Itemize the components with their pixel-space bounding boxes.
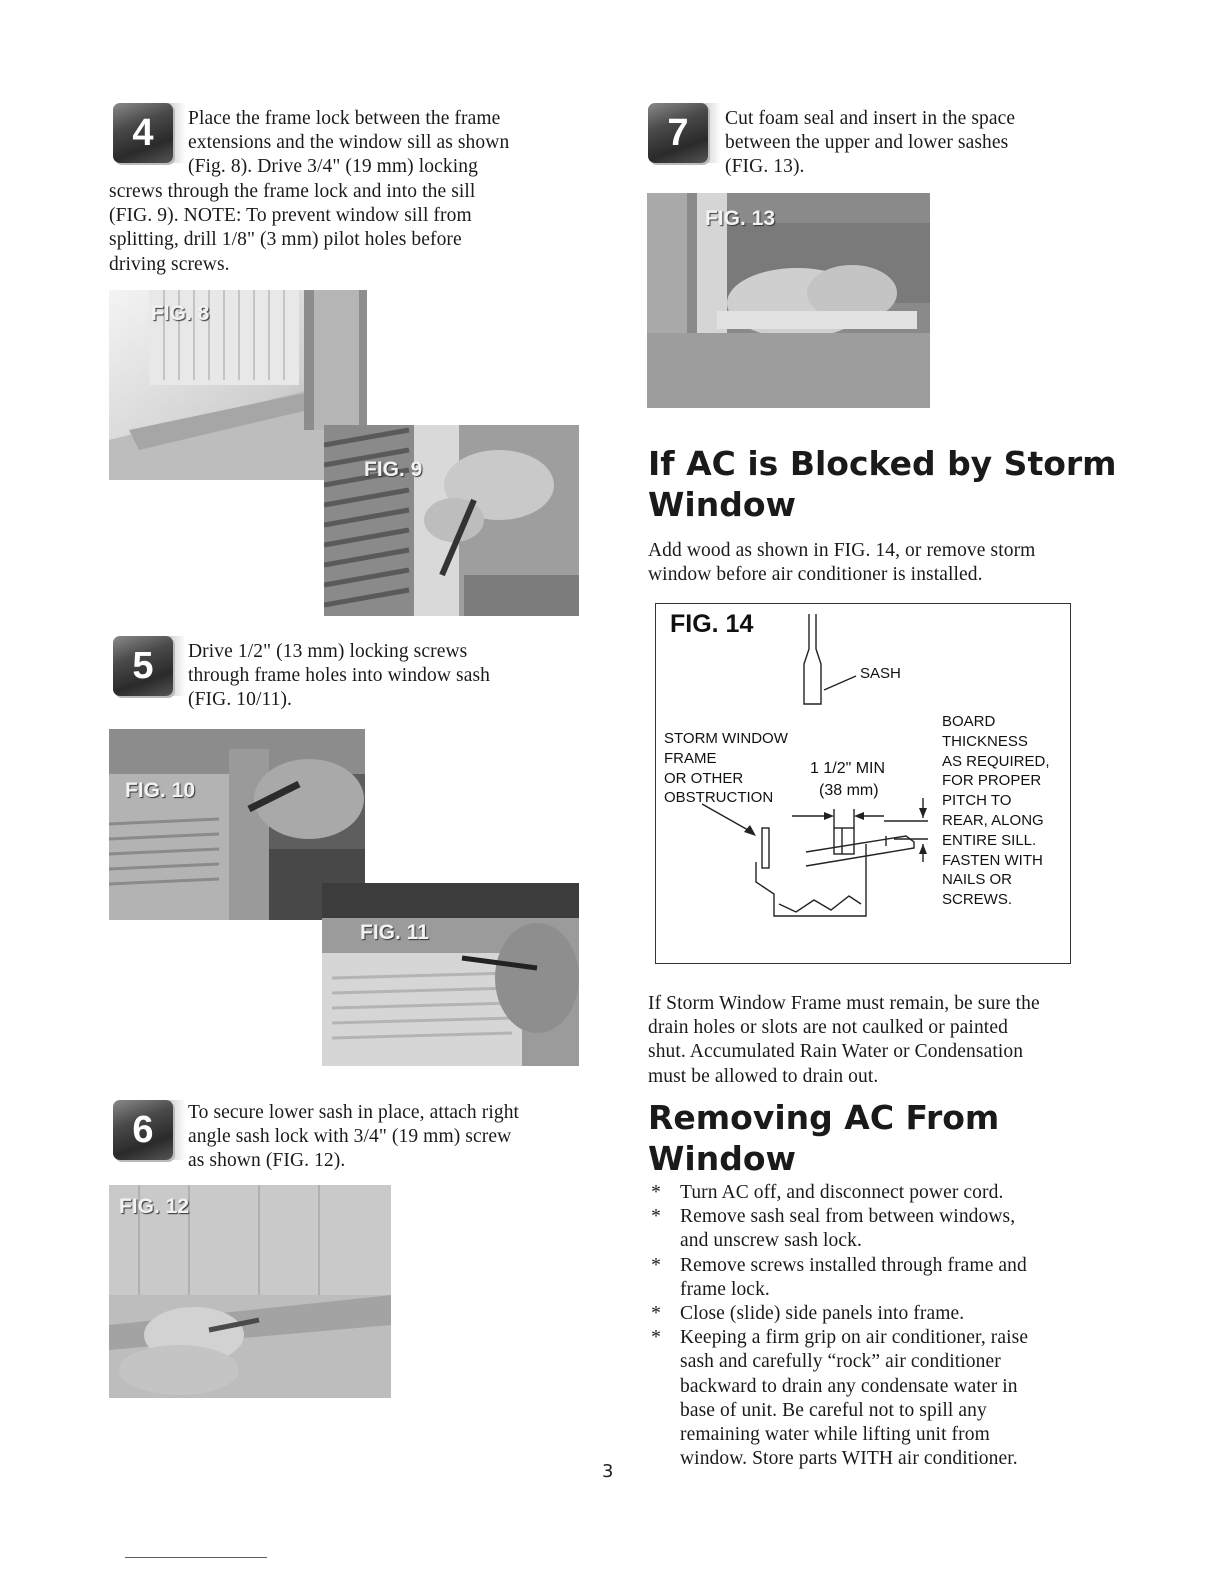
label-line: SCREWS. [942, 891, 1013, 909]
storm-heading [648, 443, 1168, 525]
text-line: Cut foam seal and insert in the space [725, 108, 1016, 129]
ac-front-screw-illustration [322, 883, 579, 1066]
ac-grille-screw-illustration [324, 425, 579, 616]
label-line: AS REQUIRED, [942, 752, 1050, 770]
text-line: (FIG. 10/11). [188, 689, 293, 711]
label-line: STORM WINDOW [664, 730, 788, 747]
fig-9-label: FIG. 9 [364, 458, 423, 481]
list-item [646, 1302, 1116, 1326]
label-line: BOARD [942, 713, 996, 730]
footer-rule [125, 1557, 267, 1558]
list-item [646, 1181, 1116, 1205]
fig-14-diagram [655, 603, 1071, 964]
label-line: FASTEN WITH [942, 851, 1043, 869]
step-5-badge: 5 [113, 636, 173, 696]
step-5-text [188, 640, 608, 713]
storm-intro [648, 539, 1148, 587]
label-line: PITCH TO [942, 792, 1012, 810]
label-line: FOR PROPER [942, 772, 1042, 790]
step-4-text-indented [188, 107, 608, 180]
bullet-star: * [651, 1303, 661, 1325]
min-label: 1 1/2" MIN [810, 760, 886, 777]
fig-11-label: FIG. 11 [360, 921, 429, 944]
label-line: ENTIRE SILL. [942, 831, 1037, 849]
removing-steps-list [646, 1181, 1116, 1471]
bullet-star: * [651, 1327, 661, 1349]
heading-line: Removing AC From [648, 1098, 1000, 1137]
label-line: OR OTHER [664, 769, 744, 787]
text-line: base of unit. Be careful not to spill any [680, 1399, 987, 1421]
step-4-text-full [109, 180, 609, 277]
label-line: OBSTRUCTION [664, 789, 774, 807]
step-4-badge: 4 [113, 103, 173, 163]
foam-seal-illustration [647, 193, 930, 408]
heading-line: Window [648, 1139, 796, 1178]
text-line: drain holes or slots are not caulked or painted [648, 1017, 1008, 1039]
text-line: remaining water while lifting unit from [680, 1424, 990, 1446]
removing-heading [648, 1097, 1168, 1179]
label-line: FRAME [664, 749, 717, 767]
text-line: must be allowed to drain out. [648, 1065, 879, 1087]
text-line: To secure lower sash in place, attach right [188, 1102, 520, 1123]
text-line: window. Store parts WITH air conditioner. [680, 1448, 1018, 1470]
obstruction-label [664, 729, 788, 808]
list-item [646, 1205, 1116, 1253]
bullet-star: * [651, 1254, 661, 1276]
fig-12-photo [109, 1185, 391, 1398]
text-line: Place the frame lock between the frame [188, 108, 501, 129]
fig-11-photo [322, 883, 579, 1066]
label-line: NAILS OR [942, 871, 1013, 889]
text-line: and unscrew sash lock. [680, 1230, 862, 1252]
text-line: shut. Accumulated Rain Water or Condensation [648, 1041, 1024, 1063]
fig-13-label: FIG. 13 [705, 207, 776, 230]
step-6-badge: 6 [113, 1100, 173, 1160]
text-line: Keeping a firm grip on air conditioner, raise [680, 1327, 1029, 1349]
fig-9-photo [324, 425, 579, 616]
step-7-badge: 7 [648, 103, 708, 163]
text-line: Remove screws installed through frame and [680, 1254, 1027, 1276]
fig-14-title: FIG. 14 [670, 610, 754, 638]
list-item [646, 1326, 1116, 1471]
text-line: (FIG. 13). [725, 156, 805, 178]
text-line: backward to drain any condensate water in [680, 1375, 1018, 1397]
step-7-text [725, 107, 1145, 180]
fig-13-photo [647, 193, 930, 408]
heading-line: If AC is Blocked by Storm [648, 444, 1117, 483]
text-line: Remove sash seal from between windows, [680, 1206, 1016, 1228]
text-line: screws through the frame lock and into the sill [109, 181, 476, 202]
step-6-text [188, 1101, 608, 1174]
text-line: (FIG. 9). NOTE: To prevent window sill from [109, 205, 472, 227]
sash-label: SASH [860, 665, 901, 682]
text-line: extensions and the window sill as shown [188, 132, 510, 154]
page-number: 3 [602, 1461, 614, 1482]
board-thickness-label [942, 712, 1050, 910]
fig-10-label: FIG. 10 [125, 779, 196, 802]
text-line: through frame holes into window sash [188, 665, 491, 687]
mm-label: (38 mm) [819, 782, 879, 799]
text-line: angle sash lock with 3/4" (19 mm) screw [188, 1126, 512, 1148]
storm-note [648, 992, 1168, 1089]
fig-8-label: FIG. 8 [151, 302, 210, 325]
text-line: sash and carefully “rock” air conditioner [680, 1351, 1001, 1373]
heading-line: Window [648, 485, 796, 524]
text-line: (Fig. 8). Drive 3/4" (19 mm) locking [188, 156, 478, 178]
label-line: THICKNESS [942, 732, 1028, 750]
text-line: Add wood as shown in FIG. 14, or remove storm [648, 540, 1036, 561]
fig-12-label: FIG. 12 [119, 1195, 190, 1218]
bullet-star: * [651, 1182, 661, 1203]
text-line: between the upper and lower sashes [725, 132, 1009, 154]
list-item [646, 1254, 1116, 1302]
text-line: frame lock. [680, 1278, 770, 1300]
text-line: splitting, drill 1/8" (3 mm) pilot holes before [109, 229, 462, 251]
text-line: If Storm Window Frame must remain, be sure the [648, 993, 1040, 1014]
text-line: as shown (FIG. 12). [188, 1150, 346, 1172]
label-line: REAR, ALONG [942, 811, 1044, 829]
text-line: Drive 1/2" (13 mm) locking screws [188, 641, 468, 662]
text-line: Close (slide) side panels into frame. [680, 1303, 965, 1325]
text-line: Turn AC off, and disconnect power cord. [680, 1182, 1004, 1203]
bullet-star: * [651, 1206, 661, 1228]
text-line: window before air conditioner is installed. [648, 564, 983, 586]
text-line: driving screws. [109, 253, 230, 275]
